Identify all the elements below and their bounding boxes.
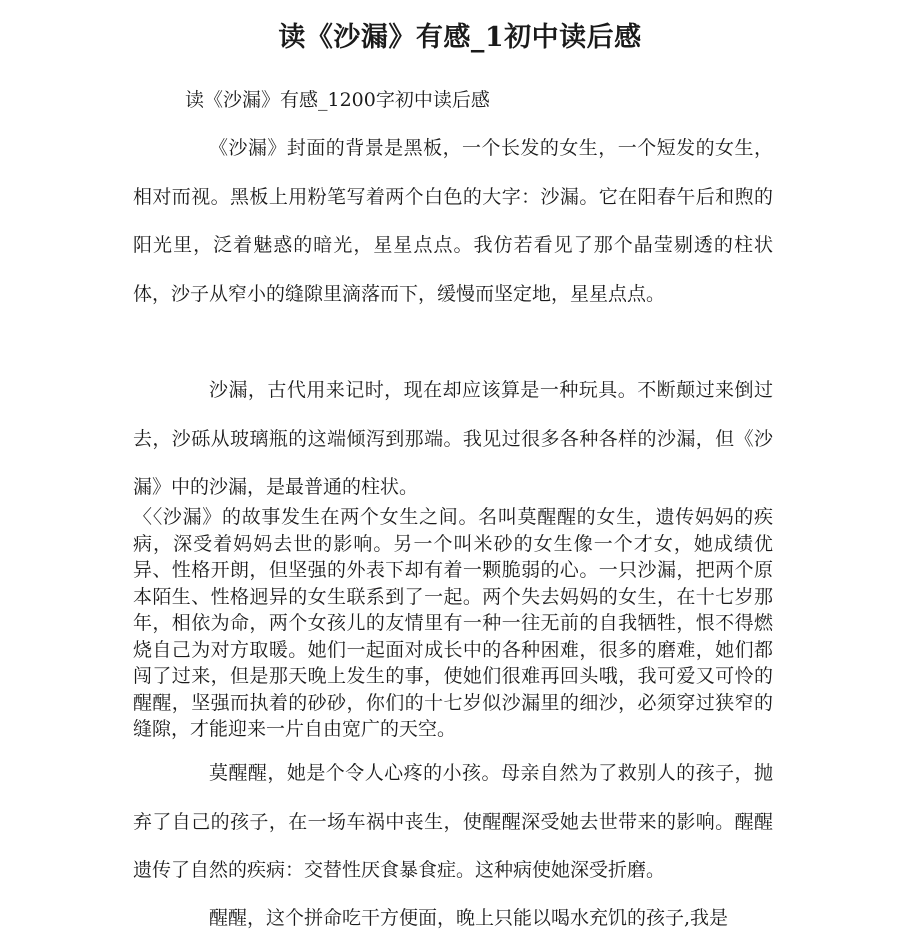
document-title: 读《沙漏》有感_1初中读后感 [278,22,642,54]
paragraph-story: 〈〈沙漏》的故事发生在两个女生之间。名叫莫醒醒的女生，遗传妈妈的疾病，深受着妈妈去世的影响。另一个叫米砂的女生像一个才女，她成绩优异、性格开朗，但坚强的外表下却有着一颗脆弱的心。一只沙漏，把两个原本陌生、性格迥异的女生联系到了一起。两个失去妈妈的女生，在十七岁那年，相依为命，两个女孩儿的友情里有一种一往无前的自我牺牲，恨不得燃烧自己为对方取暖。她们一起面对成长中的各种困难，很多的磨难，她们都闯了过来，但是那天晚上发生的事，使她们很难再回头哦，我可爱又可怜的醒醒，坚强而执着的砂砂，你们的十七岁似沙漏里的细沙，必须穿过狭窄的缝隙，才能迎来一片自由宽广的天空。 [133,506,773,740]
paragraph-cover: 《沙漏》封面的背景是黑板，一个长发的女生，一个短发的女生，相对而视。黑板上用粉笔写着两个白色的大字：沙漏。它在阳春午后和煦的阳光里，泛着魅惑的暗光，星星点点。我仿若看见了那个晶莹剔透的柱状体，沙子从窄小的缝隙里滴落而下，缓慢而坚定地，星星点点。 [133,137,773,305]
paragraph-hourglass: 沙漏，古代用来记时，现在却应该算是一种玩具。不断颠过来倒过去，沙砾从玻璃瓶的这端倾泻到那端。我见过很多各种各样的沙漏，但《沙漏》中的沙漏，是最普通的柱状。 [133,379,773,499]
document-subtitle: 读《沙漏》有感_1200字初中读后感 [185,89,490,111]
paragraph-xingxing-continued: 醒醒，这个拼命吃干方便面，晚上只能以喝水充饥的孩子,我是 [209,907,729,929]
paragraph-xingxing: 莫醒醒，她是个令人心疼的小孩。母亲自然为了救别人的孩子，抛弃了自己的孩子，在一场车祸中丧生，使醒醒深受她去世带来的影响。醒醒遗传了自然的疾病：交替性厌食暴食症。这种病使她深受折磨。 [133,762,773,882]
